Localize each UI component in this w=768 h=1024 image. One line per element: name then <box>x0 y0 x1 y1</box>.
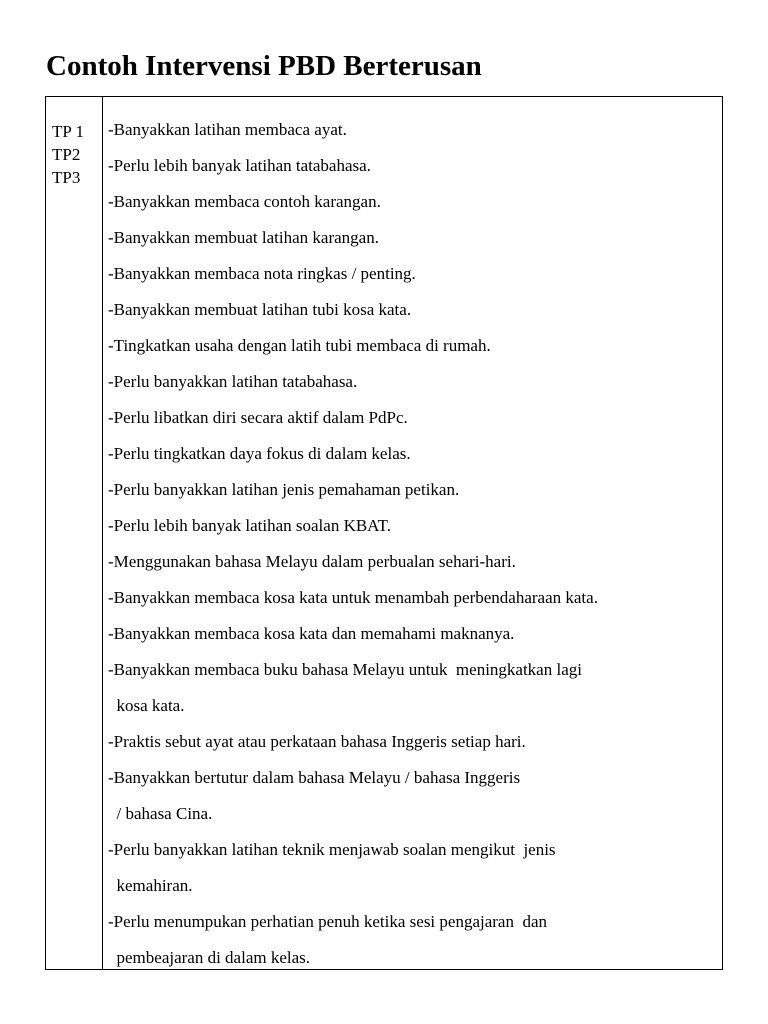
intervention-item-line: -Perlu lebih banyak latihan soalan KBAT. <box>108 516 391 535</box>
intervention-item-line: -Perlu banyakkan latihan teknik menjawab soalan mengikut jenis <box>108 840 556 859</box>
intervention-item <box>108 400 718 436</box>
level-label: TP3 <box>52 168 81 187</box>
intervention-item-line: -Menggunakan bahasa Melayu dalam perbualan sehari-hari. <box>108 552 516 571</box>
intervention-list <box>108 112 718 976</box>
intervention-item-line: -Perlu menumpukan perhatian penuh ketika sesi pengajaran dan <box>108 912 548 931</box>
intervention-item <box>108 184 718 220</box>
intervention-item <box>108 508 718 544</box>
intervention-item-line: -Banyakkan membaca kosa kata untuk menambah perbendaharaan kata. <box>108 588 598 607</box>
intervention-item <box>108 724 718 760</box>
intervention-item-line: / bahasa Cina. <box>108 804 213 823</box>
intervention-item <box>108 580 718 616</box>
level-label: TP2 <box>52 145 81 164</box>
intervention-item <box>108 616 718 652</box>
intervention-item-line: -Perlu lebih banyak latihan tatabahasa. <box>108 156 371 175</box>
intervention-item <box>108 832 718 904</box>
intervention-item <box>108 544 718 580</box>
intervention-item <box>108 436 718 472</box>
intervention-item-line: -Banyakkan membuat latihan tubi kosa kata. <box>108 300 412 319</box>
level-label: TP 1 <box>52 122 84 141</box>
intervention-item-line: -Banyakkan membaca nota ringkas / penting. <box>108 264 416 283</box>
intervention-item <box>108 652 718 724</box>
intervention-item-line: kosa kata. <box>108 696 185 715</box>
intervention-item <box>108 112 718 148</box>
intervention-item-line: -Banyakkan membaca kosa kata dan memahami maknanya. <box>108 624 515 643</box>
intervention-item-line: -Perlu tingkatkan daya fokus di dalam kelas. <box>108 444 411 463</box>
intervention-item <box>108 292 718 328</box>
intervention-item-line: -Praktis sebut ayat atau perkataan bahasa Inggeris setiap hari. <box>108 732 526 751</box>
intervention-table <box>45 96 723 970</box>
intervention-item-line: kemahiran. <box>108 876 193 895</box>
intervention-item-line: -Perlu banyakkan latihan jenis pemahaman petikan. <box>108 480 460 499</box>
intervention-item <box>108 220 718 256</box>
intervention-item-line: -Banyakkan latihan membaca ayat. <box>108 120 347 139</box>
intervention-item <box>108 904 718 976</box>
intervention-item-line: -Perlu libatkan diri secara aktif dalam PdPc. <box>108 408 408 427</box>
intervention-item-line: -Banyakkan membuat latihan karangan. <box>108 228 379 247</box>
intervention-item <box>108 148 718 184</box>
intervention-item <box>108 472 718 508</box>
level-list <box>52 120 84 189</box>
intervention-item-line: -Banyakkan membaca contoh karangan. <box>108 192 381 211</box>
page-title: Contoh Intervensi PBD Berterusan <box>46 50 482 82</box>
intervention-item <box>108 760 718 832</box>
intervention-item-line: -Tingkatkan usaha dengan latih tubi membaca di rumah. <box>108 336 491 355</box>
intervention-item-line: -Banyakkan bertutur dalam bahasa Melayu / bahasa Inggeris <box>108 768 521 787</box>
intervention-item <box>108 364 718 400</box>
intervention-item-line: -Banyakkan membaca buku bahasa Melayu untuk meningkatkan lagi <box>108 660 582 679</box>
intervention-item-line: -Perlu banyakkan latihan tatabahasa. <box>108 372 358 391</box>
intervention-item-line: pembeajaran di dalam kelas. <box>108 948 311 967</box>
column-divider <box>102 97 103 969</box>
intervention-item <box>108 256 718 292</box>
intervention-item <box>108 328 718 364</box>
